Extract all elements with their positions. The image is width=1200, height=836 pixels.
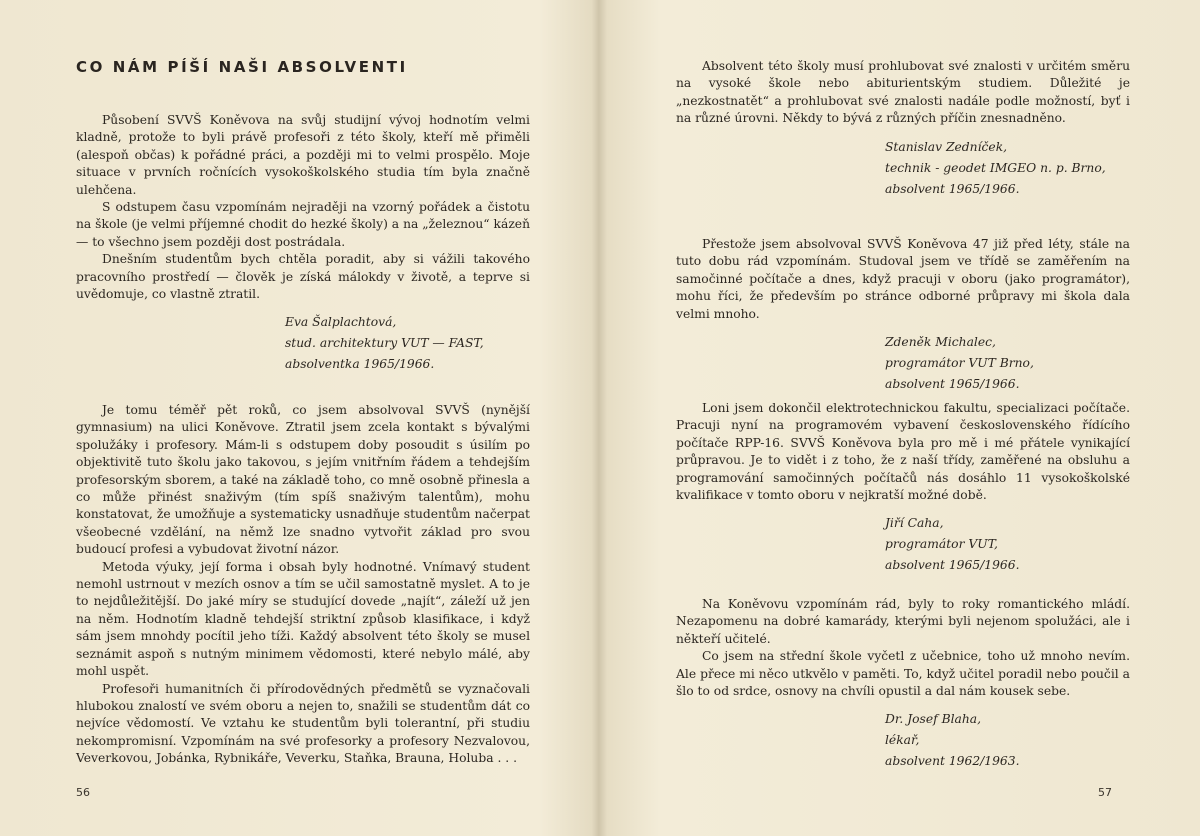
testimonial-paragraph: Metoda výuky, její forma i obsah byly hodnotné. Vnímavý student nemohl ustrnout v mezích osnov a tím se učil samostatně myslet. A to je to nejdůležitější. Do jaké míry se studující dovede „najít“, záleží už jen na něm. Hodnotím kladně tehdejší striktní způsob klasifikace, i když sám jsem mnohdy pocítil jeho tíži. Každý absolvent této školy se musel seznámit aspoň s nutným minimem vědomosti, které nebylo málé, aby mohl uspět. bbox=[76, 559, 530, 679]
page-heading: CO NÁM PÍŠÍ NAŠI ABSOLVENTI bbox=[76, 58, 408, 76]
signature-graduate: absolvent 1965/1966. bbox=[885, 377, 1020, 392]
testimonial-paragraph: Na Koněvovu vzpomínám rád, byly to roky romantického mládí. Nezapomenu na dobré kamarády, kterými byli nejenom spolužáci, ale i někteří učitelé. bbox=[676, 597, 1130, 646]
testimonial-blaha bbox=[676, 596, 1130, 772]
signature-name: Dr. Josef Blaha, bbox=[885, 712, 982, 727]
testimonial-anonymous bbox=[76, 402, 530, 768]
signature-role: technik - geodet IMGEO n. p. Brno, bbox=[885, 160, 1106, 175]
signature-role: programátor VUT Brno, bbox=[885, 356, 1034, 371]
signature-graduate: absolventka 1965/1966. bbox=[285, 357, 435, 372]
signature-name: Stanislav Zedníček, bbox=[885, 139, 1008, 154]
right-page bbox=[604, 0, 1200, 836]
testimonial-paragraph: Je tomu téměř pět roků, co jsem absolvoval SVVŠ (nynější gymnasium) na ulici Koněvove. Ztratil jsem zcela kontakt s bývalými spolužáky i profesory. Mám-li s odstupem doby posoudit s úsilím po objektivitě tuto školu jako takovou, s jejím vnitřním řádem a tehdejším profesorským sborem, a také na základě toho, co mně osobně přinesla a co může přinést snaživým (tím spíš snaživým talentům), mohu konstatovat, že umožňuje a systematicky usnadňuje studentům načerpat všeobecné vzdělání, na němž lze snadno vytvořit základ pro svou budoucí profesi a vybudovat životní názor. bbox=[76, 403, 530, 557]
signature-name: Eva Šalplachtová, bbox=[285, 315, 397, 330]
signature-graduate: absolvent 1965/1966. bbox=[885, 181, 1020, 196]
signature-name: Jiří Caha, bbox=[885, 516, 944, 531]
testimonial-paragraph: S odstupem času vzpomínám nejraději na vzorný pořádek a čistotu na škole (je velmi příjemné chodit do hezké školy) a na „železnou“ kázeň — to všechno jsem později dost postrádala. bbox=[76, 200, 530, 249]
testimonial-paragraph: Působení SVVŠ Koněvova na svůj studijní vývoj hodnotím velmi kladně, protože to byli právě profesoři z této školy, kteří mě přiměli (alespoň občas) k pořádné práci, a později mi to velmi prospělo. Moje situace v prvních ročnících vysokoškolského studia tím byla značně ulehčena. bbox=[76, 113, 530, 197]
testimonial-michalec bbox=[676, 236, 1130, 395]
testimonial-salplachtova bbox=[76, 112, 530, 375]
testimonial-caha bbox=[676, 400, 1130, 576]
signature-name: Zdeněk Michalec, bbox=[885, 335, 996, 350]
testimonial-paragraph: Dnešním studentům bych chtěla poradit, aby si vážili takového pracovního prostředí — člověk je získá málokdy v životě, a teprve si uvědomuje, co vlastně ztratil. bbox=[76, 252, 530, 302]
signature bbox=[885, 513, 1130, 576]
signature-role: lékař, bbox=[885, 733, 920, 748]
signature-role: stud. architektury VUT — FAST, bbox=[285, 336, 484, 351]
signature-role: programátor VUT, bbox=[885, 537, 998, 552]
signature bbox=[885, 332, 1130, 395]
testimonial-paragraph: Profesoři humanitních či přírodovědných předmětů se vyznačovali hlubokou znalostí ve svém oboru a nejen to, snažili se studentům dát co nejvíce vědomostí. Ve vztahu ke studentům byli tolerantní, při studiu nekompromisní. Vzpomínám na své profesorky a profesory Nezvalovou, Veverkovou, Jobánka, Rybnikáře, Veverku, Staňka, Brauna, Holuba . . . bbox=[76, 681, 530, 766]
signature bbox=[885, 709, 1130, 772]
signature-graduate: absolvent 1965/1966. bbox=[885, 558, 1020, 573]
signature-graduate: absolvent 1962/1963. bbox=[885, 754, 1020, 769]
testimonial-paragraph: Přestože jsem absolvoval SVVŠ Koněvova 47 již před léty, stále na tuto dobu rád vzpomínám. Studoval jsem ve třídě se zaměřením na samočinné počítače a dnes, když pracuji v oboru (jako programátor), mohu říci, že především po stránce odborné průpravy mi škola dala velmi mnoho. bbox=[676, 237, 1130, 321]
signature bbox=[285, 312, 530, 375]
testimonial-paragraph: Loni jsem dokončil elektrotechnickou fakultu, specializaci počítače. Pracuji nyní na programovém vybavení československého řídícího počítače RPP-16. SVVŠ Koněvova byla pro mě i mé přátele vynikající průpravou. Je to vidět i z toho, že z naší třídy, zaměřené na obsluhu a programování samočinných počítačů nás dosáhlo 11 vysokoškolské kvalifikace v tomto oboru v nejkratší možné době. bbox=[676, 401, 1130, 503]
signature bbox=[885, 137, 1130, 200]
testimonial-paragraph: Absolvent této školy musí prohlubovat své znalosti v určitém směru na vysoké škole nebo abiturientským studiem. Důležité je „nezkostnatět“ a prohlubovat své znalosti nadále podle možností, byť i na různé úrovni. Někdy to bývá z různých příčin znesnadněno. bbox=[676, 59, 1130, 126]
left-page bbox=[0, 0, 596, 836]
testimonial-paragraph: Co jsem na střední škole vyčetl z učebnice, toho už mnoho nevím. Ale přece mi něco utkvělo v paměti. To, když učitel poradil nebo poučil a šlo to od srdce, osnovy na chvíli opustil a dal nám kousek sebe. bbox=[676, 649, 1130, 699]
page-number: 57 bbox=[1098, 786, 1112, 799]
testimonial-zednicek bbox=[676, 58, 1130, 200]
page-number: 56 bbox=[76, 786, 90, 799]
